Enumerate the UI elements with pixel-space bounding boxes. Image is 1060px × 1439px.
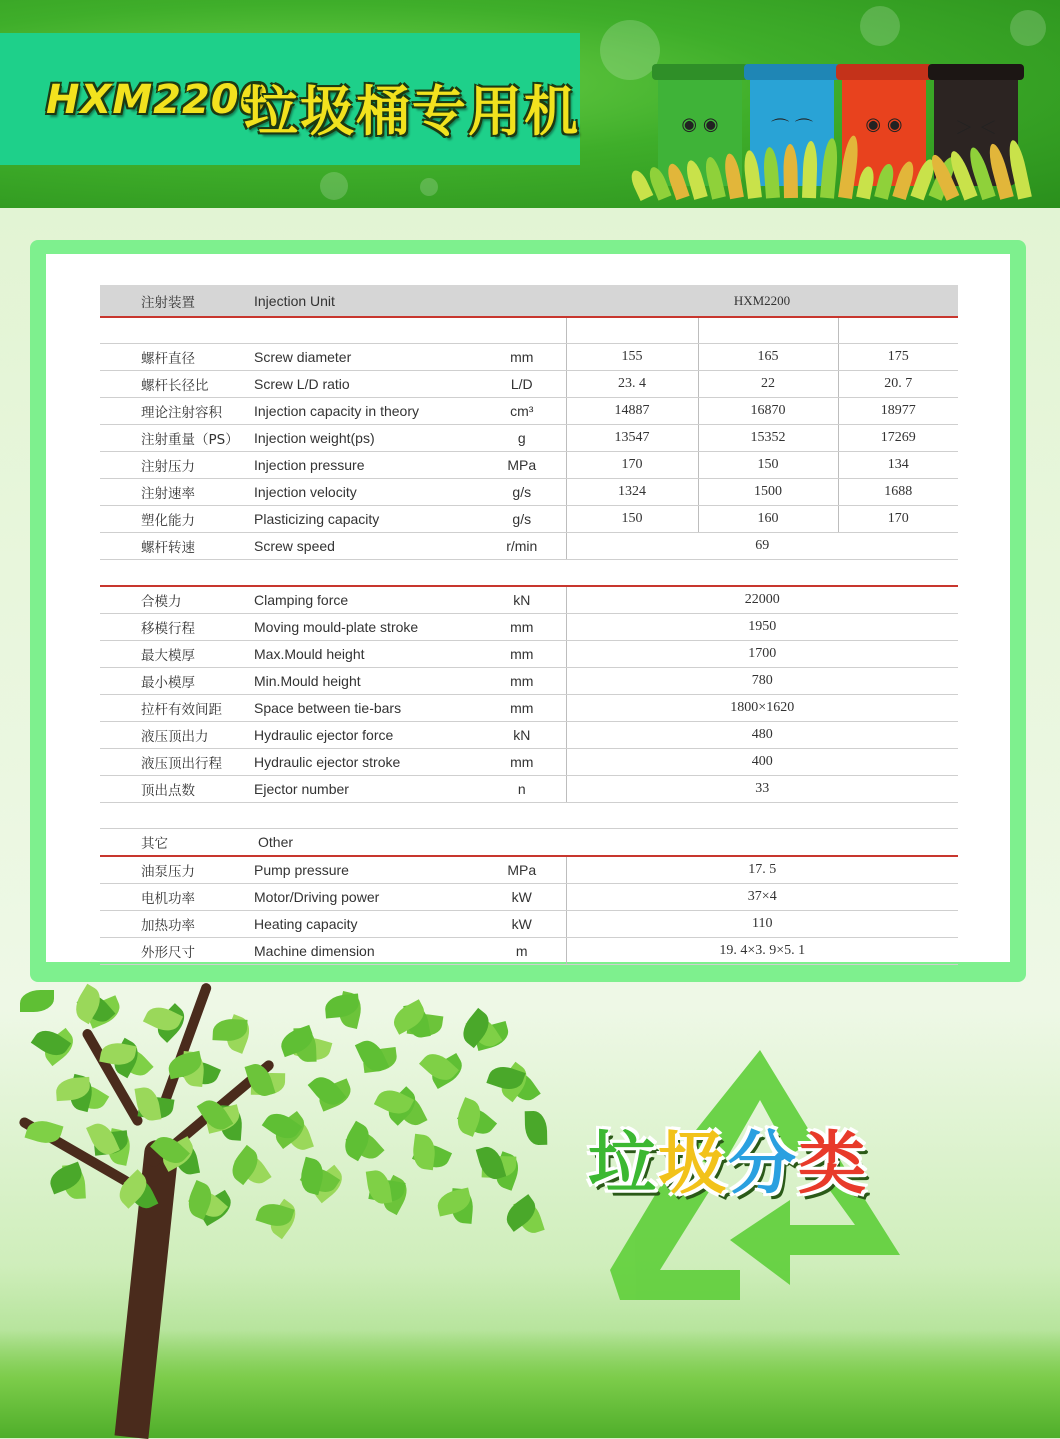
spacer-cell <box>100 560 958 587</box>
table-row <box>100 938 958 965</box>
table-row <box>100 803 958 829</box>
param-unit: MPa <box>478 856 566 884</box>
blank-cell <box>838 317 958 344</box>
trash-bin-face: ◉ ◉ <box>681 114 719 135</box>
param-value: 1950 <box>566 614 958 641</box>
param-value: 134 <box>838 452 958 479</box>
tree-leaf <box>20 990 54 1012</box>
param-name-cn: 理论注射容积 <box>100 398 254 425</box>
param-value: 1800×1620 <box>566 695 958 722</box>
trash-bin-lid <box>744 64 840 80</box>
param-unit: mm <box>478 344 566 371</box>
tree-leaf <box>366 1169 393 1206</box>
param-unit: MPa <box>478 452 566 479</box>
param-value: 150 <box>566 506 698 533</box>
trash-bins-illustration <box>636 62 1036 202</box>
param-unit: m <box>478 938 566 965</box>
param-unit: g <box>478 425 566 452</box>
title-band <box>0 33 580 165</box>
grass-bottom <box>0 1330 1060 1438</box>
param-name-cn: 塑化能力 <box>100 506 254 533</box>
table-row <box>100 829 958 857</box>
param-unit: cm³ <box>478 398 566 425</box>
param-value: 165 <box>698 344 838 371</box>
table-row <box>100 911 958 938</box>
param-name-en: Injection capacity in theory <box>254 398 478 425</box>
bokeh-dot <box>860 6 900 46</box>
param-value: 20. 7 <box>838 371 958 398</box>
param-value: 150 <box>698 452 838 479</box>
param-name-cn: 注射重量（PS） <box>100 425 254 452</box>
trash-bin-lid <box>836 64 932 80</box>
blank-cell <box>100 317 254 344</box>
param-value: 480 <box>566 722 958 749</box>
param-name-en: Moving mould-plate stroke <box>254 614 478 641</box>
param-name-en: Injection velocity <box>254 479 478 506</box>
model-header: HXM2200 <box>566 285 958 317</box>
param-name-en: Hydraulic ejector stroke <box>254 749 478 776</box>
blank-cell <box>478 829 958 857</box>
param-unit: mm <box>478 614 566 641</box>
table-row <box>100 749 958 776</box>
blank-cell <box>566 317 698 344</box>
param-name-cn: 注射压力 <box>100 452 254 479</box>
tree-branch <box>81 1027 145 1127</box>
param-unit: mm <box>478 641 566 668</box>
bokeh-dot <box>1010 10 1046 46</box>
param-value: 1500 <box>698 479 838 506</box>
table-row <box>100 479 958 506</box>
trash-bin-face: ⌒ ⌒ <box>771 118 813 139</box>
trash-bin-lid <box>928 64 1024 80</box>
tree-branch <box>155 982 212 1117</box>
param-name-cn: 拉杆有效间距 <box>100 695 254 722</box>
table-row <box>100 452 958 479</box>
param-name-cn: 液压顶出行程 <box>100 749 254 776</box>
param-name-en: Ejector number <box>254 776 478 803</box>
trash-bin-face: ◉ ◉ <box>865 114 903 135</box>
param-name-en: Screw L/D ratio <box>254 371 478 398</box>
section-title-en: Injection Unit <box>254 285 478 317</box>
model-title: HXM2200 <box>46 77 269 123</box>
param-name-cn: 移模行程 <box>100 614 254 641</box>
param-unit: g/s <box>478 506 566 533</box>
param-name-cn: 外形尺寸 <box>100 938 254 965</box>
param-name-cn: 螺杆转速 <box>100 533 254 560</box>
table-row <box>100 586 958 614</box>
param-value: 16870 <box>698 398 838 425</box>
param-name-cn: 最大模厚 <box>100 641 254 668</box>
table-row <box>100 371 958 398</box>
param-unit: kW <box>478 884 566 911</box>
tree-leaf <box>525 1111 548 1145</box>
param-name-cn: 合模力 <box>100 586 254 614</box>
trash-bin-face: ＞ ＜ <box>955 118 997 139</box>
param-unit: mm <box>478 695 566 722</box>
param-name-en: Max.Mould height <box>254 641 478 668</box>
param-name-en: Min.Mould height <box>254 668 478 695</box>
param-value: 17269 <box>838 425 958 452</box>
header-banner <box>0 0 1060 208</box>
logo-character: 分 <box>728 1125 799 1204</box>
table-row <box>100 614 958 641</box>
table-row <box>100 695 958 722</box>
param-name-en: Motor/Driving power <box>254 884 478 911</box>
param-name-en: Hydraulic ejector force <box>254 722 478 749</box>
param-name-en: Injection weight(ps) <box>254 425 478 452</box>
table-row <box>100 398 958 425</box>
param-value: 160 <box>698 506 838 533</box>
bokeh-dot <box>420 178 438 196</box>
param-name-cn: 顶出点数 <box>100 776 254 803</box>
tree-leaf <box>355 1036 389 1076</box>
param-value: 170 <box>838 506 958 533</box>
table-row <box>100 533 958 560</box>
param-name-cn: 最小模厚 <box>100 668 254 695</box>
logo-character: 垃 <box>588 1125 659 1204</box>
param-unit: L/D <box>478 371 566 398</box>
param-name-cn: 油泵压力 <box>100 856 254 884</box>
table-row <box>100 285 958 317</box>
table-row <box>100 641 958 668</box>
section-title-en: Other <box>254 829 478 857</box>
garbage-sorting-logo <box>588 1110 868 1207</box>
table-row <box>100 776 958 803</box>
spacer-cell <box>100 803 958 829</box>
param-value: 69 <box>566 533 958 560</box>
param-value: 1688 <box>838 479 958 506</box>
param-value: 780 <box>566 668 958 695</box>
table-row <box>100 506 958 533</box>
param-value: 14887 <box>566 398 698 425</box>
param-value: 18977 <box>838 398 958 425</box>
blank-cell <box>698 317 838 344</box>
param-value: 37×4 <box>566 884 958 911</box>
param-value: 13547 <box>566 425 698 452</box>
table-row <box>100 560 958 587</box>
bokeh-dot <box>320 172 348 200</box>
param-value: 110 <box>566 911 958 938</box>
param-name-en: Screw speed <box>254 533 478 560</box>
param-value: 19. 4×3. 9×5. 1 <box>566 938 958 965</box>
param-name-cn: 注射速率 <box>100 479 254 506</box>
param-name-en: Screw diameter <box>254 344 478 371</box>
param-value: 15352 <box>698 425 838 452</box>
param-name-en: Pump pressure <box>254 856 478 884</box>
param-name-en: Heating capacity <box>254 911 478 938</box>
param-unit: mm <box>478 749 566 776</box>
param-value: 22000 <box>566 586 958 614</box>
table-row <box>100 856 958 884</box>
param-name-cn: 电机功率 <box>100 884 254 911</box>
param-unit: g/s <box>478 479 566 506</box>
param-name-en: Space between tie-bars <box>254 695 478 722</box>
tree-leaf <box>411 1134 437 1170</box>
table-row <box>100 344 958 371</box>
section-title-cn: 其它 <box>100 829 254 857</box>
trash-bin-lid <box>652 64 748 80</box>
param-value: 400 <box>566 749 958 776</box>
param-name-cn: 螺杆长径比 <box>100 371 254 398</box>
table-row <box>100 722 958 749</box>
param-value: 1324 <box>566 479 698 506</box>
param-name-en: Plasticizing capacity <box>254 506 478 533</box>
param-unit: mm <box>478 668 566 695</box>
spec-table <box>100 285 958 965</box>
param-name-en: Machine dimension <box>254 938 478 965</box>
param-value: 17. 5 <box>566 856 958 884</box>
param-unit: n <box>478 776 566 803</box>
blank-cell <box>254 317 478 344</box>
param-unit: kN <box>478 586 566 614</box>
param-value: 1700 <box>566 641 958 668</box>
param-name-en: Injection pressure <box>254 452 478 479</box>
blank-cell <box>478 317 566 344</box>
logo-character: 类 <box>798 1125 869 1204</box>
logo-character: 圾 <box>658 1125 729 1204</box>
param-name-cn: 螺杆直径 <box>100 344 254 371</box>
param-value: 170 <box>566 452 698 479</box>
param-value: 33 <box>566 776 958 803</box>
param-value: 155 <box>566 344 698 371</box>
param-value: 23. 4 <box>566 371 698 398</box>
param-name-cn: 液压顶出力 <box>100 722 254 749</box>
param-name-en: Clamping force <box>254 586 478 614</box>
header-unit-cell <box>478 285 566 317</box>
table-row <box>100 425 958 452</box>
param-unit: kN <box>478 722 566 749</box>
table-row <box>100 668 958 695</box>
param-name-cn: 加热功率 <box>100 911 254 938</box>
param-unit: kW <box>478 911 566 938</box>
param-value: 175 <box>838 344 958 371</box>
tree-leaf <box>476 1144 507 1183</box>
table-row <box>100 884 958 911</box>
machine-title: 垃圾桶专用机 <box>244 80 580 143</box>
section-title-cn: 注射装置 <box>100 285 254 317</box>
table-row <box>100 317 958 344</box>
param-unit: r/min <box>478 533 566 560</box>
param-value: 22 <box>698 371 838 398</box>
